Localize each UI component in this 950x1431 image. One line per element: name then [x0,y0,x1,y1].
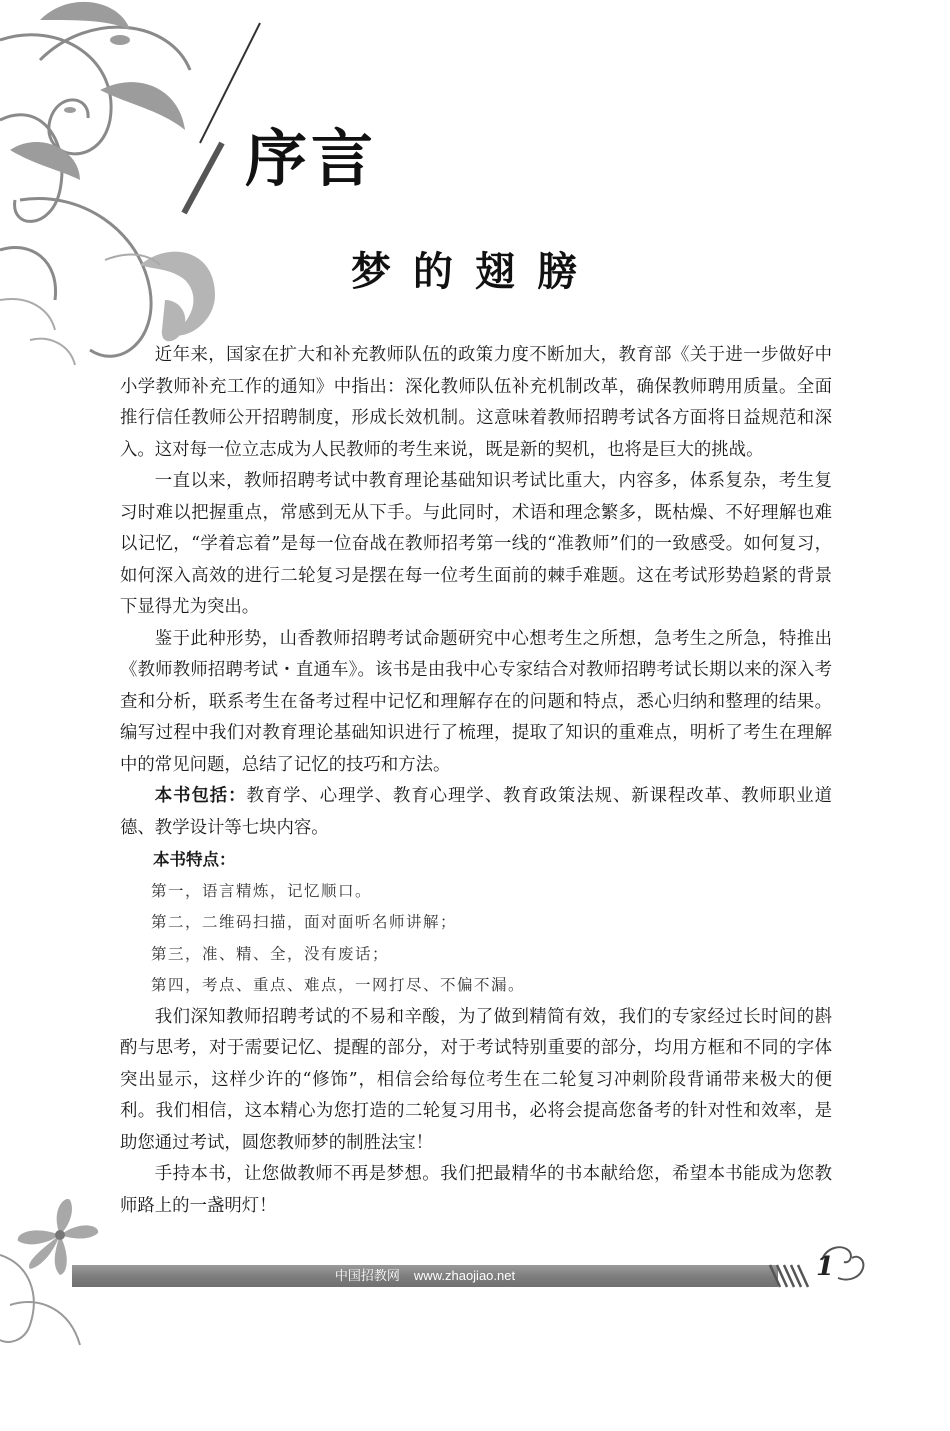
paragraph: 我们深知教师招聘考试的不易和辛酸，为了做到精简有效，我们的专家经过长时间的斟酌与思考，对于需要记忆、提醒的部分，对于考试特别重要的部分，均用方框和不同的字体突出显示，这样少许的“修饰”，相信会给每位考生在二轮复习冲刺阶段背诵带来极大的便利。我们相信，这本精心为您打造的二轮复习用书，必将会提高您备考的针对性和效率，是助您通过考试，圆您教师梦的制胜法宝！ [120,1006,832,1153]
contents-text: 教育学、心理学、教育心理学、教育政策法规、新课程改革、教师职业道德、教学设计等七块内容。 [120,786,832,838]
contents-paragraph [120,781,832,844]
footer-bar [72,1265,778,1287]
footer-text [72,1265,778,1287]
paragraph: 手持本书，让您做教师不再是梦想。我们把最精华的书本献给您，希望本书能成为您教师路上的一盏明灯！ [120,1164,832,1216]
preface-body [120,340,832,1222]
page-subtitle: 梦的翅膀 [351,249,599,295]
page-title: 序言 [245,122,378,195]
page-number: 1 [816,1252,835,1282]
paragraph: 鉴于此种形势，山香教师招聘考试命题研究中心想考生之所想，急考生之所急，特推出《教师教师招聘考试・直通车》。该书是由我中心专家结合对教师招聘考试长期以来的深入考查和分析，联系考生在备考过程中记忆和理解存在的问题和特点，悉心归纳和整理的结果。编写过程中我们对教育理论基础知识进行了梳理，提取了知识的重难点，明析了考生在理解中的常见问题，总结了记忆的技巧和方法。 [120,628,832,775]
footer-url: www.zhaojiao.net [413,1268,516,1283]
list-item: 第四，考点、重点、难点，一网打尽、不偏不漏。 [151,976,526,994]
list-item: 第一，语言精炼，记忆顺口。 [151,881,373,900]
list-item: 第三，准、精、全，没有废话； [151,944,390,963]
footer-site-name: 中国招教网 [334,1268,400,1283]
paragraph: 一直以来，教师招聘考试中教育理论基础知识考试比重大，内容多，体系复杂，考生复习时难以把握重点，常感到无从下手。与此同时，术语和理念繁多，既枯燥、不好理解也难以记忆，“学着忘着”是每一位奋战在教师招考第一线的“准教师”们的一致感受。如何复习，如何深入高效的进行二轮复习是摆在每一位考生面前的棘手难题。这在考试形势趋紧的背景下显得尤为突出。 [120,471,832,617]
contents-label: 本书包括： [154,786,247,806]
paragraph: 近年来，国家在扩大和补充教师队伍的政策力度不断加大，教育部《关于进一步做好中小学教师补充工作的通知》中指出：深化教师队伍补充机制改革，确保教师聘用质量。全面推行信任教师公开招聘制度，形成长效机制。这意味着教师招聘考试各方面将日益规范和深入。这对每一位立志成为人民教师的考生来说，既是新的契机，也将是巨大的挑战。 [120,345,832,460]
features-list [120,876,832,1002]
features-heading: 本书特点： [153,850,236,869]
list-item: 第二，二维码扫描，面对面听名师讲解； [151,913,458,931]
